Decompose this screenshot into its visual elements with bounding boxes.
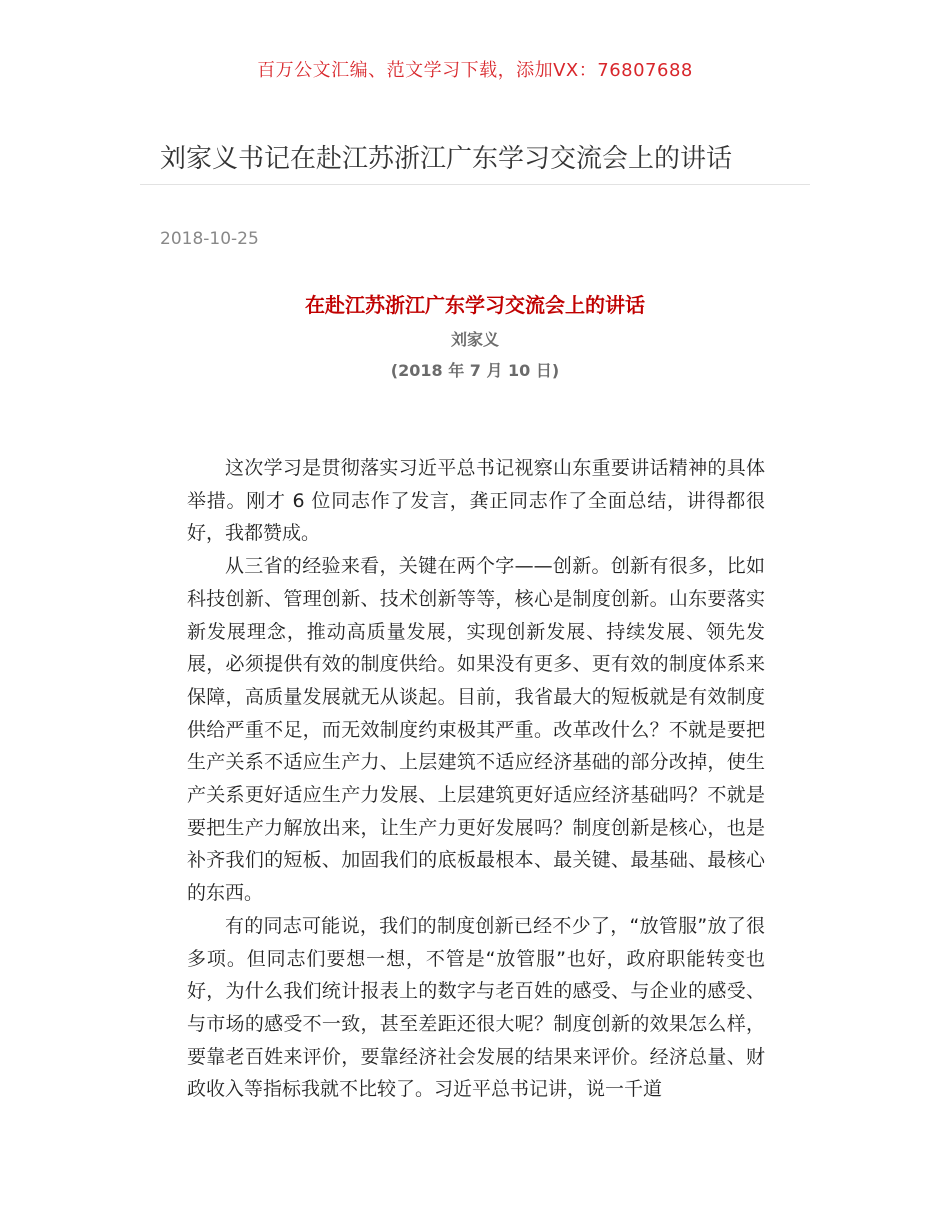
paragraph: 有的同志可能说，我们的制度创新已经不少了，“放管服”放了很多项。但同志们要想一想，不管是“放管服”也好，政府职能转变也好，为什么我们统计报表上的数字与老百姓的感受、与企业的感受、与市场的感受不一致，甚至差距还很大呢？制度创新的效果怎么样，要靠老百姓来评价，要靠经济社会发展的结果来评价。经济总量、财政收入等指标我就不比较了。习近平总书记讲，说一千道 [187,914,765,1101]
paragraph: 这次学习是贯彻落实习近平总书记视察山东重要讲话精神的具体举措。刚才 6 位同志作了发言，龚正同志作了全面总结，讲得都很好，我都赞成。 [187,457,765,545]
title-divider [140,184,810,185]
speech-heading: 在赴江苏浙江广东学习交流会上的讲话 [305,293,645,317]
paragraph: 从三省的经验来看，关键在两个字——创新。创新有很多，比如科技创新、管理创新、技术创新等等，核心是制度创新。山东要落实新发展理念，推动高质量发展，实现创新发展、持续发展、领先发展，必须提供有效的制度供给。如果没有更多、更有效的制度体系来保障，高质量发展就无从谈起。目前，我省最大的短板就是有效制度供给严重不足，而无效制度约束极其严重。改革改什么？不就是要把生产关系不适应生产力、上层建筑不适应经济基础的部分改掉，使生产关系更好适应生产力发展、上层建筑更好适应经济基础吗？不就是要把生产力解放出来，让生产力更好发展吗？制度创新是核心，也是补齐我们的短板、加固我们的底板最根本、最关键、最基础、最核心的东西。 [187,555,765,905]
publish-date: 2018-10-25 [160,229,259,249]
speech-date: (2018 年 7 月 10 日) [390,361,560,380]
speech-author: 刘家义 [450,330,499,349]
promo-banner: 百万公文汇编、范文学习下载，添加VX：76807688 [257,60,693,81]
article-body [187,452,765,1106]
page-title: 刘家义书记在赴江苏浙江广东学习交流会上的讲话 [160,144,733,174]
